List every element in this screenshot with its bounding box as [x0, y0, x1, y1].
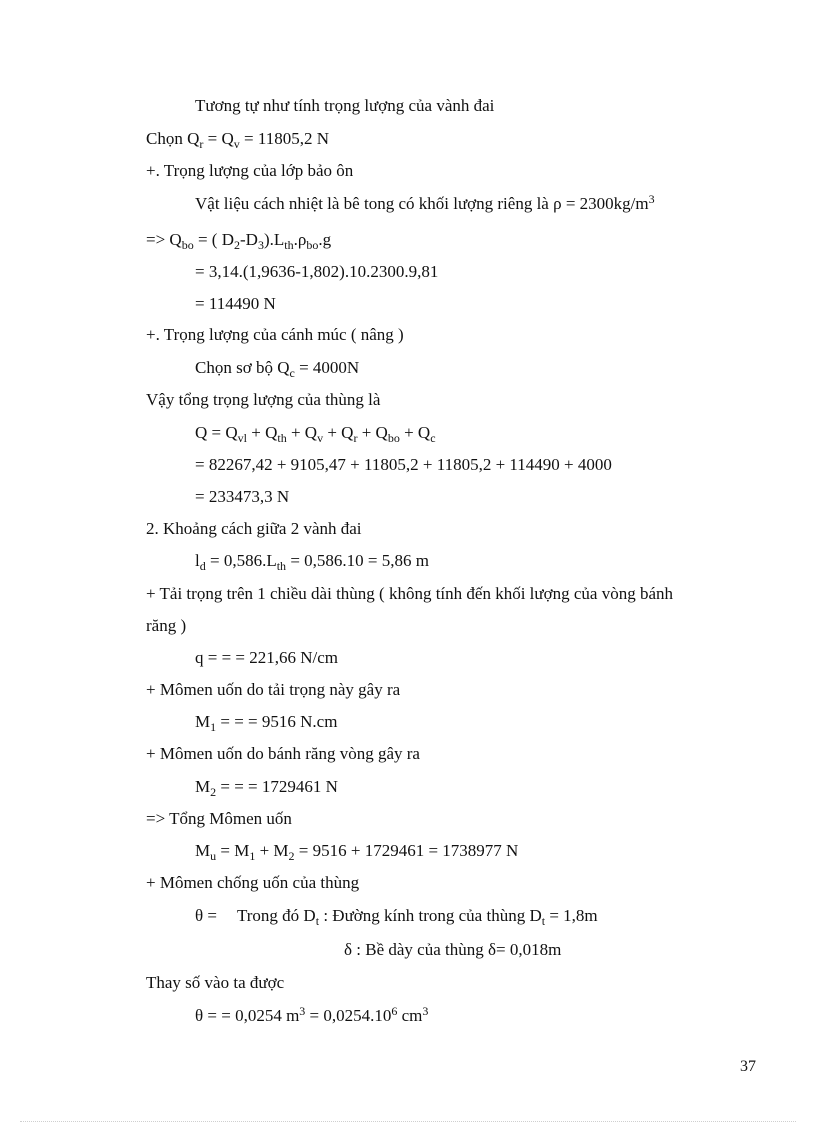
section-heading: +. Trọng lượng của cánh múc ( nâng ): [146, 325, 404, 344]
text-line: Tương tự như tính trọng lượng của vành đai: [195, 96, 495, 115]
formula-line: = 114490 N: [195, 294, 276, 313]
formula-line: = 82267,42 + 9105,47 + 11805,2 + 11805,2 + 114490 + 4000: [195, 455, 612, 474]
formula-line: => $Q_{bo}$ = ( $D_2-D_3).L_{th}.\rho_{bo}.g$: [146, 230, 332, 252]
text-line: Vậy tổng trọng lượng của thùng là: [146, 390, 381, 409]
formula-line: δ : Bề dày của thùng δ= 0,018m: [344, 940, 562, 959]
formula-line: $M_u = M_1 + M_2 = 9516 + 1729461 = 1738977$ N: [195, 841, 519, 863]
section-heading: 2. Khoảng cách giữa 2 vành đai: [146, 519, 362, 538]
text-line: Vật liệu cách nhiệt là bê tong có khối lượng riêng là $\rho = 2300kg/m^3$: [195, 192, 655, 213]
text-line: răng ): [146, 616, 187, 635]
text-line: + Mômen uốn do tải trọng này gây ra: [146, 680, 401, 699]
text-line: + Mômen uốn do bánh răng vòng gây ra: [146, 744, 420, 763]
formula-line: = 3,14.(1,9636-1,802).10.2300.9,81: [195, 262, 439, 281]
section-heading: +. Trọng lượng của lớp bảo ôn: [146, 161, 354, 180]
formula-line: $Q = Q_{vl} + Q_{th} + Q_v + Q_r + Q_{bo} + Q_c$: [195, 423, 436, 445]
formula-line: Chọn sơ bộ $Q_c = 4000N$: [195, 358, 360, 380]
formula-line: $M_2$ = = = 1729461 N: [195, 777, 338, 799]
formula-line: $M_1$ = = = 9516 N.cm: [195, 712, 338, 734]
text-line: Thay số vào ta được: [146, 973, 285, 992]
formula-line: Chọn $Q_r = Q_v = 11805,2$ N: [146, 129, 329, 151]
formula-line: $l_d = 0,586.L_{th} = 0,586.10 = 5,86$ m: [195, 551, 429, 573]
page-bottom-rule: [20, 1121, 796, 1122]
formula-line: θ = Trong đó $D_t$ : Đường kính trong của thùng $D_t = 1,8m$: [195, 906, 598, 928]
text-line: + Mômen chống uốn của thùng: [146, 873, 360, 892]
formula-line: q = = = 221,66 N/cm: [195, 648, 339, 667]
text-line: => Tổng Mômen uốn: [146, 809, 292, 828]
page-number: 37: [740, 1058, 756, 1075]
text-line: + Tải trọng trên 1 chiều dài thùng ( không tính đến khối lượng của vòng bánh: [146, 584, 673, 603]
formula-line: = 233473,3 N: [195, 487, 290, 506]
formula-line: θ = = 0,0254 $m^3 = 0,0254.10^6$ $cm^3$: [195, 1004, 429, 1025]
